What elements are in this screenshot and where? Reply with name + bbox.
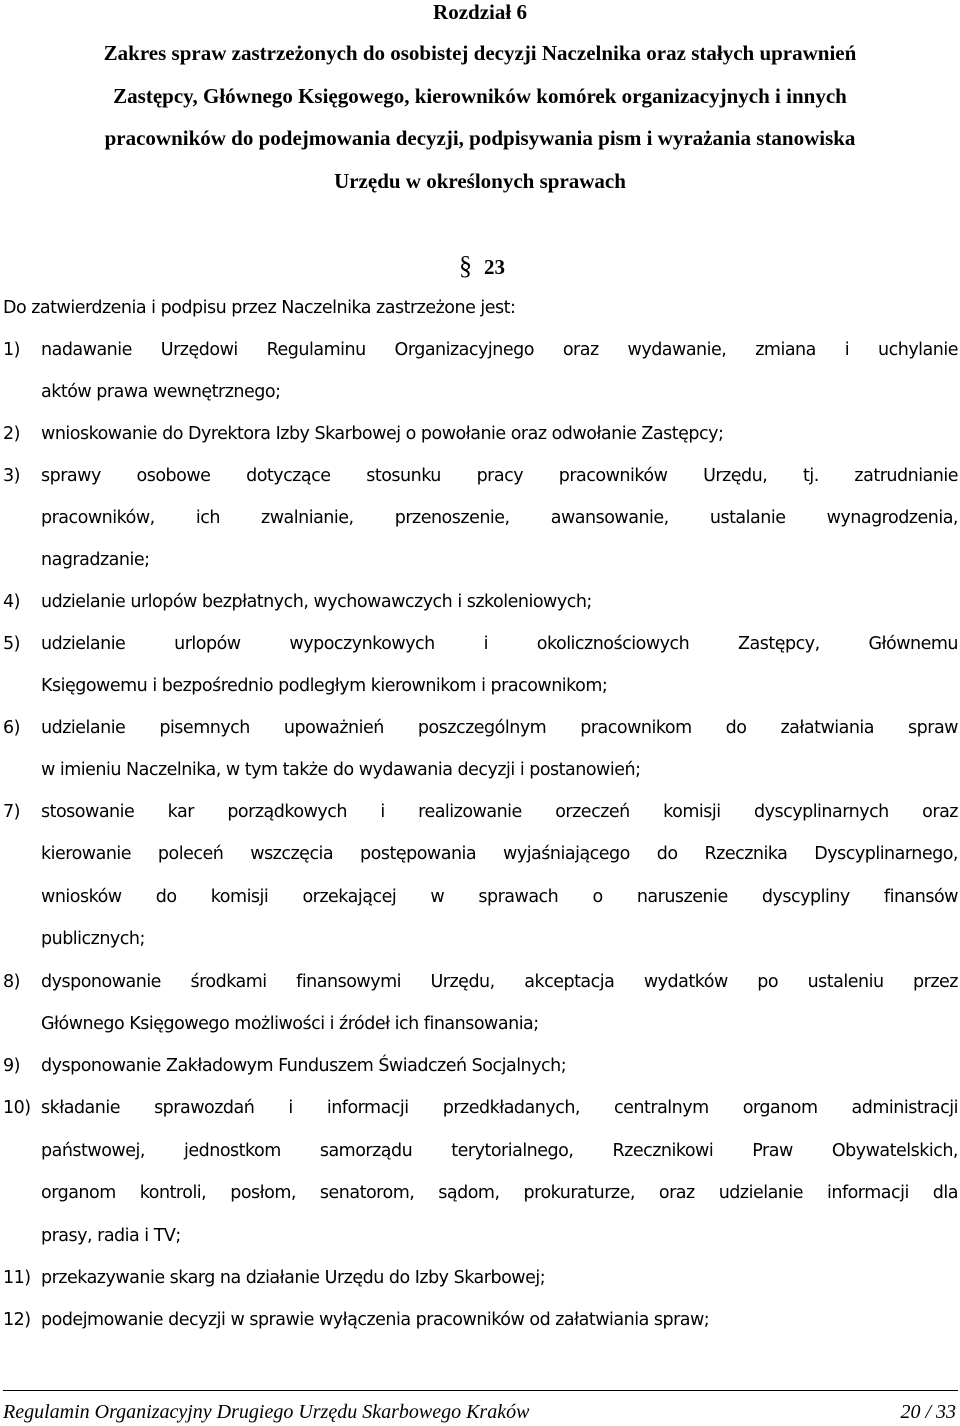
item-line: publicznych; [41, 929, 145, 949]
item-number: 7) [3, 802, 20, 822]
item-number: 9) [3, 1056, 20, 1076]
footer-page-number: 20 / 33 [900, 1401, 956, 1423]
item-line: nagradzanie; [41, 550, 150, 570]
item-line: dysponowanie Zakładowym Funduszem Świadczeń Socjalnych; [41, 1056, 567, 1076]
item-line: wnioskowanie do Dyrektora Izby Skarbowej o powołanie oraz odwołanie Zastępcy; [41, 424, 724, 444]
item-number: 11) [3, 1268, 31, 1288]
item-number: 12) [3, 1310, 31, 1330]
item-line: podejmowanie decyzji w sprawie wyłączenia pracowników od załatwiania spraw; [41, 1310, 710, 1330]
item-number: 4) [3, 592, 20, 612]
item-line: Księgowemu i bezpośrednio podległym kierownikom i pracownikom; [41, 676, 608, 696]
item-line: wniosków do komisji orzekającej w sprawach o naruszenie dyscypliny finansów [41, 887, 958, 907]
item-number: 3) [3, 466, 20, 486]
item-line: stosowanie kar porządkowych i realizowanie orzeczeń komisji dyscyplinarnych oraz [41, 802, 958, 822]
item-line: udzielanie urlopów bezpłatnych, wychowawczych i szkoleniowych; [41, 592, 592, 612]
chapter-subtitle-line-4: Urzędu w określonych sprawach [334, 169, 626, 193]
item-number: 6) [3, 718, 20, 738]
item-line: w imieniu Naczelnika, w tym także do wydawania decyzji i postanowień; [41, 760, 641, 780]
section-number: 23 [484, 255, 505, 279]
chapter-title: Rozdział 6 [433, 0, 527, 24]
item-number: 2) [3, 424, 20, 444]
item-line: składanie sprawozdań i informacji przedkładanych, centralnym organom administracji [41, 1098, 958, 1118]
item-number: 10) [3, 1098, 31, 1118]
item-line: kierowanie poleceń wszczęcia postępowania wyjaśniającego do Rzecznika Dyscyplinarnego, [41, 844, 958, 864]
item-line: sprawy osobowe dotyczące stosunku pracy pracowników Urzędu, tj. zatrudnianie [41, 466, 958, 486]
item-line: organom kontroli, posłom, senatorom, sądom, prokuraturze, oraz udzielanie informacji dla [41, 1183, 958, 1203]
item-line: prasy, radia i TV; [41, 1226, 181, 1246]
footer-divider [3, 1390, 958, 1391]
item-number: 5) [3, 634, 20, 654]
item-line: przekazywanie skarg na działanie Urzędu do Izby Skarbowej; [41, 1268, 546, 1288]
footer-document-title: Regulamin Organizacyjny Drugiego Urzędu Skarbowego Kraków [3, 1401, 530, 1423]
item-number: 8) [3, 972, 20, 992]
chapter-subtitle-line-3: pracowników do podejmowania decyzji, podpisywania pism i wyrażania stanowiska [104, 126, 856, 150]
section-intro: Do zatwierdzenia i podpisu przez Naczelnika zastrzeżone jest: [3, 298, 516, 318]
item-number: 1) [3, 340, 20, 360]
item-line: aktów prawa wewnętrznego; [41, 382, 281, 402]
chapter-subtitle-line-2: Zastępcy, Głównego Księgowego, kierowników komórek organizacyjnych i innych [113, 84, 847, 108]
section-sign: § [459, 251, 472, 280]
item-line: Głównego Księgowego możliwości i źródeł ich finansowania; [41, 1014, 539, 1034]
section-heading [459, 253, 505, 280]
item-line: pracowników, ich zwalnianie, przenoszenie, awansowanie, ustalanie wynagrodzenia, [41, 508, 958, 528]
chapter-subtitle-line-1: Zakres spraw zastrzeżonych do osobistej decyzji Naczelnika oraz stałych uprawnień [103, 41, 857, 65]
item-line: nadawanie Urzędowi Regulaminu Organizacyjnego oraz wydawanie, zmiana i uchylanie [41, 340, 958, 360]
item-line: dysponowanie środkami finansowymi Urzędu, akceptacja wydatków po ustaleniu przez [41, 972, 958, 992]
item-line: państwowej, jednostkom samorządu terytorialnego, Rzecznikowi Praw Obywatelskich, [41, 1141, 958, 1161]
item-line: udzielanie urlopów wypoczynkowych i okolicznościowych Zastępcy, Głównemu [41, 634, 958, 654]
item-line: udzielanie pisemnych upoważnień poszczególnym pracownikom do załatwiania spraw [41, 718, 958, 738]
